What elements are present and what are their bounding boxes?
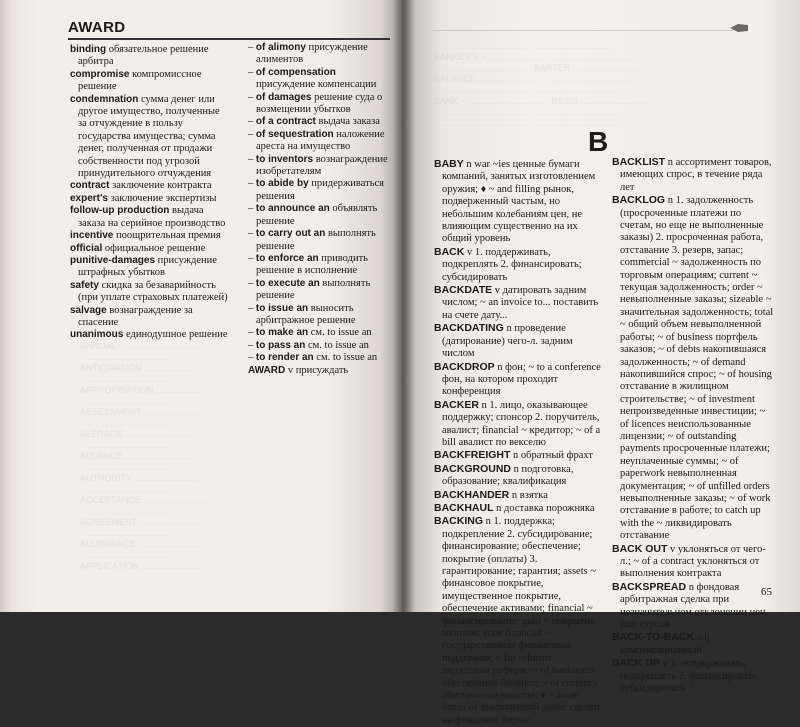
entry-headword: AWARD — [248, 364, 286, 376]
left-column-2 — [248, 42, 393, 377]
dictionary-entry — [70, 230, 230, 242]
entry-translation: объявлять решение — [256, 203, 378, 227]
entry-translation: придерживаться решения — [256, 178, 384, 202]
entry-translation: компромиссное решение — [78, 68, 202, 93]
entry-headword: to announce an — [255, 203, 330, 215]
dictionary-entry — [612, 156, 774, 194]
entry-headword: salvage — [70, 304, 107, 316]
entry-translation: выдача заказа — [318, 116, 380, 128]
thumb-index-icon — [728, 23, 750, 33]
dictionary-entry — [248, 253, 393, 278]
entry-translation: единодушное решение — [125, 329, 228, 341]
entry-translation: приводить решение в исполнение — [256, 252, 368, 277]
entry-translation: решение суда о возмещении убытков — [256, 91, 383, 116]
entry-headword: follow-up production — [70, 205, 170, 217]
dictionary-entry — [70, 329, 230, 341]
entry-translation: n фондовая арбитражная сделка при незначительном отклонении цен или курсов — [620, 581, 766, 631]
dictionary-entry — [70, 280, 230, 305]
entry-translation: n фон; ~ to a conference фон, на котором проходит конференция — [442, 361, 601, 398]
entry-headword: compromise — [70, 68, 130, 80]
entry-translation: выполнять решение — [256, 277, 371, 302]
dictionary-entry — [434, 449, 602, 462]
entry-headword: BACK UP — [612, 657, 660, 670]
entry-headword: BACKER — [434, 398, 479, 411]
entry-translation: см. to issue an — [310, 327, 372, 339]
dictionary-entry — [612, 657, 774, 695]
entry-translation: v 1. поддерживать, подкреплять 2. финансировать; субсидировать — [620, 658, 760, 695]
entry-dash: – — [248, 352, 256, 364]
right-column-1 — [434, 158, 602, 727]
entry-headword: BACKGROUND — [434, 462, 511, 475]
dictionary-entry — [434, 399, 602, 450]
entry-headword: BACKDROP — [434, 360, 495, 373]
entry-translation: вознаграждение изобретателям — [256, 153, 388, 178]
entry-headword: BACKLIST — [612, 156, 666, 168]
entry-translation: официальное решение — [104, 242, 206, 254]
entry-headword: incentive — [70, 230, 114, 242]
dictionary-entry — [70, 180, 230, 192]
entry-headword: to render an — [255, 352, 314, 364]
dictionary-entry — [70, 255, 230, 280]
dictionary-entry — [248, 154, 393, 179]
entry-headword: BACKING — [434, 515, 483, 528]
entry-translation: заключение экспертизы — [110, 192, 217, 204]
dictionary-entry — [70, 69, 230, 94]
page-number: 65 — [761, 586, 772, 598]
entry-headword: of alimony — [255, 42, 306, 53]
dictionary-entry — [70, 44, 230, 69]
entry-dash: – — [248, 327, 256, 339]
entry-dash: – — [248, 66, 256, 78]
running-head-rule — [434, 30, 734, 31]
entry-headword: official — [70, 242, 103, 254]
dictionary-entry — [70, 305, 230, 330]
dictionary-entry — [248, 278, 393, 303]
entry-translation: см. to issue an — [307, 339, 369, 351]
entry-translation: выносить арбитражное решение — [256, 302, 356, 326]
entry-translation: n проведение (датирование) чего-л. задним числом — [442, 323, 573, 360]
entry-headword: BACKSPREAD — [612, 580, 687, 593]
dictionary-entry — [434, 246, 602, 284]
entry-translation: v датировать задним числом; ~ an invoice to... поставить на счете дату... — [442, 285, 599, 321]
entry-dash: – — [248, 203, 256, 215]
entry-headword: binding — [70, 44, 107, 55]
entry-translation: сумма денег или другое имущество, полученные за отчуждение в пользу государства имущества; сумма денег, полученная от продажи собственности под угрозой принудительного отчуждения — [78, 93, 220, 180]
entry-dash: – — [248, 42, 256, 53]
entry-translation: присуждение компенсации — [256, 79, 377, 91]
entry-headword: to issue an — [255, 302, 309, 314]
entry-headword: BACK OUT — [612, 542, 668, 555]
entry-dash: – — [248, 116, 256, 128]
dictionary-entry — [248, 203, 393, 228]
entry-headword: expert's — [70, 192, 108, 204]
entry-dash: – — [248, 228, 256, 240]
entry-headword: BACKDATE — [434, 284, 493, 297]
entry-dash: – — [248, 178, 256, 190]
dictionary-entry — [248, 327, 393, 339]
dictionary-entry — [248, 92, 393, 117]
entry-translation: n взятка — [511, 489, 548, 501]
entry-headword: of damages — [255, 91, 312, 103]
dictionary-entry — [612, 543, 774, 581]
dictionary-entry — [434, 489, 602, 502]
bleed-through-text: ANNUAL ~ ............................. ................................. ANTICIPATION .................... .................................. APPROPRIATION .................. .................................. ASSESSMENT ....................... .................................. AVERAGE ........................... .................................. ADVANCE ............................. .................................. AUTHORITY ........................... .................................. ACCEPTANCE .......................... .................................. AGREEMENT .......................... .................................. ALLOWANCE .......................... .................................. APPLICATION ........................ — [80, 341, 209, 571]
entry-translation: n 1. задолженность (просроченные платежи по счетам, но еще не выполненные заказы) 2. просроченная работа, отставание 3. резерв, запас; commercial ~ задолженность по торговым операциям; current ~ текущая задолженность; order ~ невыполненные заказы; sizeable ~ значительная задолженность; total ~ общий объем невыполненной работы; ~ of business портфель заказов; ~ of debts накопившаяся задолженность; ~ of demand накопившийся спрос; ~ of housing отставание в жилищном строительстве; ~ of investment непроизведенные инвестиции; ~ of licences неиспользованные лицензии; ~ of outstanding payments просроченные платежи; неуплаченные суммы; ~ of paperwork невыполненная документация; ~ of unfilled orders невыполненные заказы; ~ of work отставание в работе; to catch up with the ~ ликвидировать отставание — [620, 195, 774, 542]
entry-dash: – — [248, 252, 256, 264]
entry-translation: n 1. лицо, оказывающее поддержку; спонсор 2. поручитель, авалист; financial ~ кредитор; ~ of a bill авалист по векселю — [442, 399, 601, 448]
entry-translation: заключение контракта — [112, 180, 212, 192]
dictionary-entry — [612, 194, 774, 542]
dictionary-entry — [248, 116, 393, 128]
entry-headword: to inventors — [255, 153, 314, 165]
left-page — [0, 0, 402, 612]
entry-dash: – — [248, 277, 256, 289]
entry-headword: to carry out an — [255, 228, 326, 240]
dictionary-entry — [248, 228, 393, 253]
entry-headword: of sequestration — [255, 128, 334, 140]
entry-translation: v 1. поддерживать, подкреплять 2. финансировать; субсидировать — [442, 246, 582, 283]
book-gutter — [392, 0, 414, 612]
entry-translation: n 1. поддержка; подкрепление 2. субсидирование; финансирование; обеспечение; покрытие (оплаты) 3. гарантирование; гарантия; assets ~ финансовое покрытие, имущественное покрытие, обеспечение активами; financial ~ финансирование; gold ~ покрытие золотом; state financial ~ государственная финансовая поддержка; ~ for reforms поддержка реформ; ~ of banknotes обеспечение банкнот; ~ of currency обеспечение валюты; ♦ ~ away отказ от заключенной ранее сделки на фондовой бирже — [442, 516, 600, 726]
dictionary-entry — [612, 581, 774, 632]
entry-translation: v присуждать — [287, 364, 349, 376]
entry-translation: v уклоняться от чего-л.; ~ of a contract уклоняться от выполнения контракта — [620, 543, 766, 580]
entry-dash: – — [248, 153, 256, 165]
entry-headword: to abide by — [255, 178, 309, 190]
dictionary-entry — [70, 243, 230, 255]
dictionary-entry — [248, 352, 393, 364]
entry-headword: of compensation — [255, 66, 336, 78]
entry-headword: unanimous — [70, 329, 124, 341]
entry-translation: поощрительная премия — [115, 230, 221, 242]
bleed-through-text: .................................. ................................ BANKER'S ~ ...................... ................................. .................................. BARTER ............................ BALANCE ......................... ................................. .................................. .................................. BANK ~ .............................. BASIS ............................. .................................. .................................. .................................. .................................. — [434, 41, 653, 128]
entry-headword: BACKLOG — [612, 194, 666, 207]
entry-translation: присуждение алиментов — [256, 42, 368, 66]
entry-translation: присуждение штрафных убытков — [78, 254, 217, 279]
dictionary-entry — [70, 94, 230, 181]
entry-translation: скидка за безаварийность (при уплате страховых платежей) — [78, 279, 228, 304]
dictionary-entry — [248, 67, 393, 92]
entry-translation: вознаграждение за спасение — [78, 304, 193, 328]
entry-translation: n ассортимент товаров, имеющих спрос, в течение ряда лет — [620, 157, 772, 193]
entry-translation: adj компенсационный — [620, 632, 710, 656]
right-column-2 — [612, 156, 774, 695]
entry-translation: n обратный фрахт — [513, 450, 593, 462]
dictionary-entry — [248, 365, 393, 377]
section-letter: B — [588, 126, 609, 157]
dictionary-entry — [248, 340, 393, 352]
left-column-1 — [70, 44, 230, 342]
entry-translation: n доставка порожняка — [496, 502, 595, 514]
dictionary-entry — [434, 515, 602, 727]
running-head — [68, 20, 390, 40]
dictionary-entry — [70, 205, 230, 230]
entry-headword: condemnation — [70, 93, 139, 105]
entry-headword: to enforce an — [255, 252, 319, 264]
entry-translation: обязательное решение арбитра — [78, 44, 209, 68]
dictionary-entry — [248, 178, 393, 203]
running-head-text: AWARD — [68, 19, 126, 36]
entry-headword: BABY — [434, 158, 464, 170]
entry-translation: выдача заказа на серийное производство — [78, 205, 226, 229]
entry-headword: to pass an — [255, 339, 306, 351]
entry-headword: BACKHANDER — [434, 488, 510, 501]
entry-headword: to make an — [255, 327, 309, 339]
entry-translation: выполнять решение — [256, 228, 376, 252]
entry-headword: to execute an — [255, 277, 320, 289]
dictionary-entry — [434, 502, 602, 515]
dictionary-entry — [612, 631, 774, 657]
entry-dash: – — [248, 91, 256, 103]
dictionary-entry — [434, 463, 602, 489]
dictionary-entry — [248, 42, 393, 67]
entry-headword: BACK-TO-BACK — [612, 631, 695, 644]
entry-headword: BACK — [434, 245, 465, 258]
entry-headword: contract — [70, 180, 110, 192]
entry-headword: punitive-damages — [70, 254, 156, 266]
entry-dash: – — [248, 302, 256, 314]
entry-dash: – — [248, 128, 256, 140]
dictionary-entry — [248, 129, 393, 154]
dictionary-entry — [434, 158, 602, 246]
entry-translation: n war ~ies ценные бумаги компаний, занятых изготовлением оружия; ♦ ~ and filling рынок, подверженный частым, но небольшим колебаниям цен, не влияющим существенно на их общий уровень — [442, 159, 596, 245]
dictionary-entry — [434, 322, 602, 360]
dictionary-entry — [434, 284, 602, 322]
entry-headword: BACKFREIGHT — [434, 449, 511, 462]
dictionary-entry — [70, 193, 230, 205]
entry-headword: BACKHAUL — [434, 501, 494, 514]
dictionary-entry — [434, 361, 602, 399]
entry-headword: BACKDATING — [434, 322, 504, 335]
entry-translation: n подготовка, образование; квалификация — [442, 463, 574, 488]
entry-translation: наложение ареста на имущество — [256, 128, 385, 153]
entry-headword: of a contract — [255, 116, 316, 128]
entry-headword: safety — [70, 279, 99, 291]
entry-translation: см. to issue an — [316, 352, 378, 364]
dictionary-entry — [248, 303, 393, 328]
entry-dash: – — [248, 339, 256, 351]
